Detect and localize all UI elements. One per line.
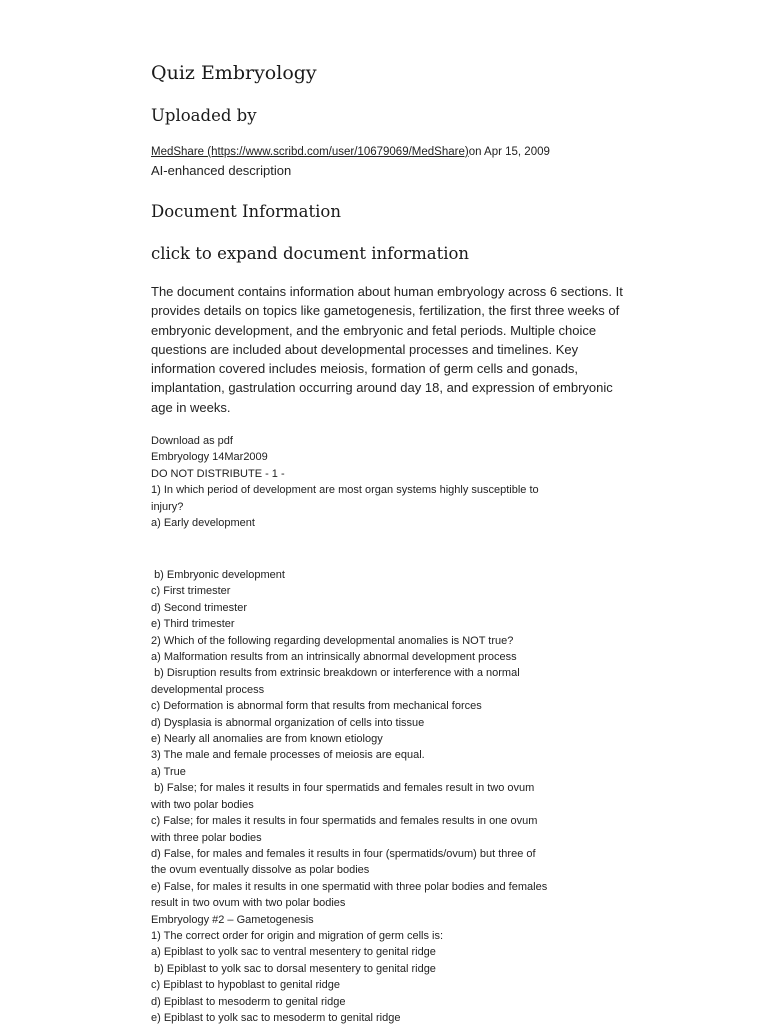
document-line: b) Disruption results from extrinsic breakdown or interference with a normal: [151, 667, 520, 680]
document-line: a) Malformation results from an intrinsically abnormal development process: [151, 651, 517, 664]
document-line: 1) The correct order for origin and migration of germ cells is:: [151, 929, 444, 942]
document-line: c) Deformation is abnormal form that results from mechanical forces: [151, 700, 482, 713]
document-line: a) True: [151, 765, 186, 778]
upload-date: on Apr 15, 2009: [468, 146, 550, 158]
document-information-heading: Document Information: [151, 202, 341, 221]
document-description: The document contains information about human embryology across 6 sections. It provides details on topics like gametogenesis, fertilization, the first three weeks of embryonic development, and the embryonic and fetal periods. Multiple choice questions are included about developmental processes and timelines. Key information covered includes meiosis, formation of germ cells and gonads, implantation, gastrulation occurring around day 18, and expression of embryonic age in weeks.: [151, 284, 623, 415]
document-lines-top: [151, 449, 571, 531]
document-text-top: [151, 433, 571, 531]
document-line: result in two ovum with two polar bodies: [151, 897, 346, 910]
download-pdf-link[interactable]: Download as pdf: [151, 435, 233, 447]
document-line: d) Second trimester: [151, 601, 247, 614]
document-line: with three polar bodies: [151, 831, 262, 844]
document-line: e) False, for males it results in one spermatid with three polar bodies and females: [151, 880, 548, 893]
document-line: Embryology 14Mar2009: [151, 451, 268, 464]
document-line: c) False; for males it results in four spermatids and females results in one ovum: [151, 815, 538, 828]
document-line: c) Epiblast to hypoblast to genital ridge: [151, 979, 340, 992]
document-line: 2) Which of the following regarding developmental anomalies is NOT true?: [151, 634, 514, 647]
document-line: e) Nearly all anomalies are from known etiology: [151, 733, 383, 746]
document-line: developmental process: [151, 683, 265, 696]
ai-description-label: AI-enhanced description: [151, 163, 292, 178]
document-line: d) Dysplasia is abnormal organization of cells into tissue: [151, 716, 425, 729]
document-line: 3) The male and female processes of meiosis are equal.: [151, 749, 425, 762]
document-line: Embryology #2 – Gametogenesis: [151, 913, 314, 926]
document-line: e) Third trimester: [151, 618, 235, 631]
document-line: d) False, for males and females it results in four (spermatids/ovum) but three of: [151, 847, 536, 860]
expand-document-info-button[interactable]: click to expand document information: [151, 244, 470, 263]
document-line: with two polar bodies: [151, 798, 254, 811]
document-line: a) Epiblast to yolk sac to ventral mesentery to genital ridge: [151, 946, 436, 959]
uploader-meta: [151, 146, 550, 158]
document-line: the ovum eventually dissolve as polar bodies: [151, 864, 370, 877]
document-line: b) Embryonic development: [151, 569, 285, 581]
document-line: DO NOT DISTRIBUTE - 1 -: [151, 467, 285, 480]
uploaded-by-heading: Uploaded by: [151, 106, 257, 125]
document-title: Quiz Embryology: [151, 62, 317, 84]
document-lines-bottom: [151, 567, 571, 1026]
uploader-link[interactable]: MedShare (https://www.scribd.com/user/10679069/MedShare): [151, 146, 469, 158]
document-line: 1) In which period of development are most organ systems highly susceptible to injury?: [151, 484, 542, 513]
document-line: d) Epiblast to mesoderm to genital ridge: [151, 995, 346, 1008]
document-line: e) Epiblast to yolk sac to mesoderm to genital ridge: [151, 1011, 401, 1024]
document-line: b) False; for males it results in four spermatids and females result in two ovum: [151, 782, 535, 795]
document-line: a) Early development: [151, 517, 255, 530]
document-line: c) First trimester: [151, 585, 231, 598]
document-line: b) Epiblast to yolk sac to dorsal mesentery to genital ridge: [151, 962, 436, 975]
document-text-bottom: [151, 567, 571, 1026]
